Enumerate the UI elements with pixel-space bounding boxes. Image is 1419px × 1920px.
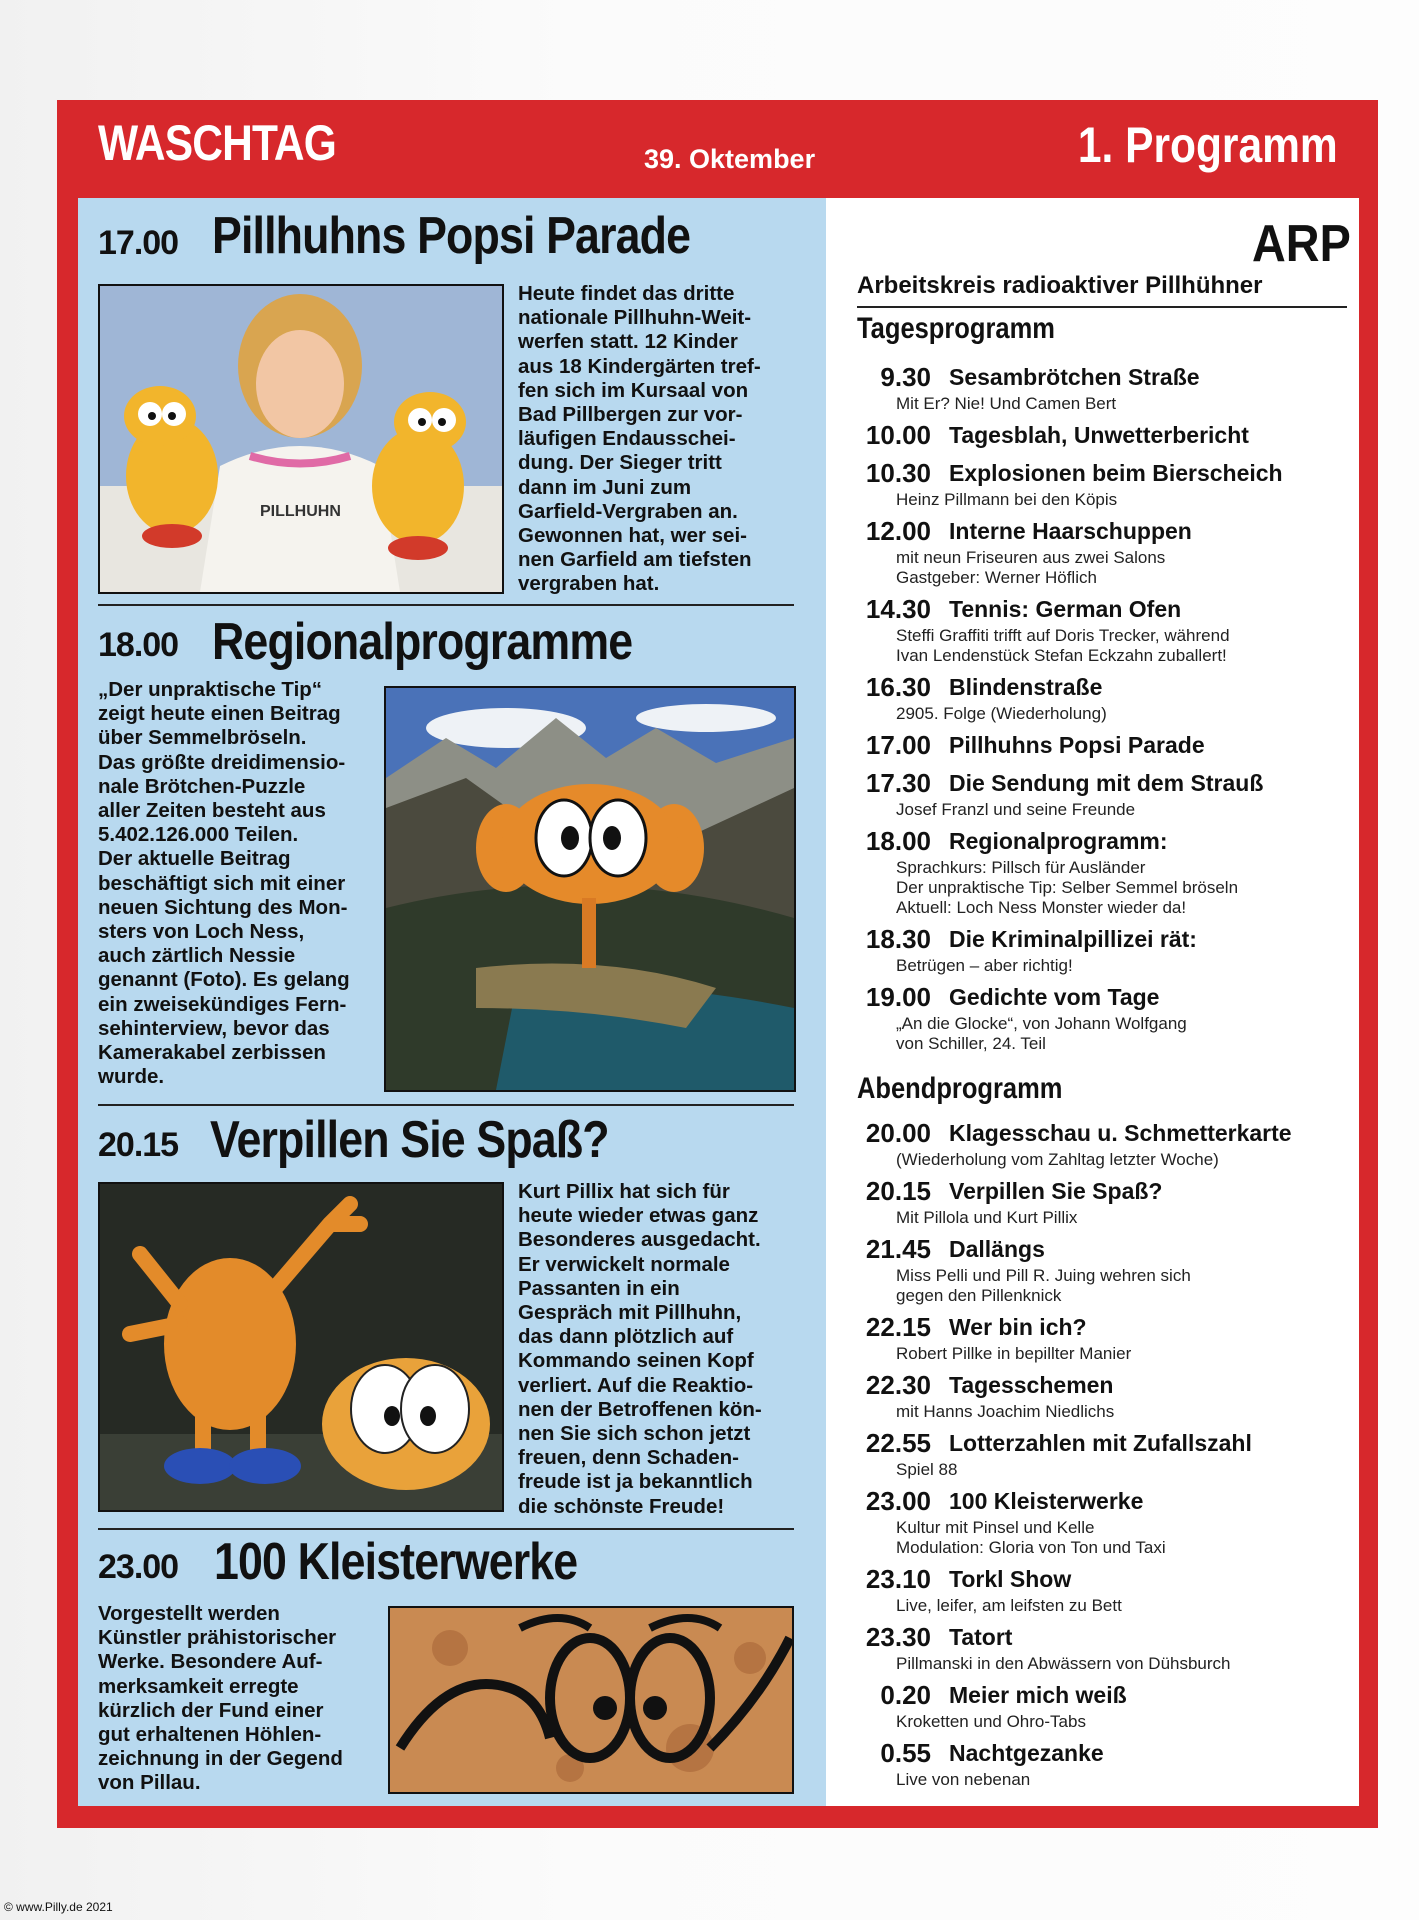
entry-time: 23.30 (865, 1622, 931, 1652)
text-line: freuen, denn Schaden- (518, 1446, 739, 1470)
entry-subtitle: Sprachkurs: Pillsch für Ausländer (896, 858, 1146, 877)
text-line: vergraben hat. (518, 572, 660, 596)
entry-time: 22.30 (865, 1370, 931, 1400)
entry-subtitle: Robert Pillke in bepillter Manier (896, 1344, 1132, 1363)
text-line: sehinterview, bevor das (98, 1016, 330, 1040)
text-line: die schönste Freude! (518, 1494, 725, 1518)
entry-subtitle: „An die Glocke“, von Johann Wolfgang (896, 1014, 1187, 1033)
section-title: Pillhuhns Popsi Parade (212, 207, 691, 265)
text-line: heute wieder etwas ganz (518, 1204, 759, 1228)
text-line: Das größte dreidimensio- (98, 750, 346, 774)
text-line: Gespräch mit Pillhuhn, (518, 1301, 742, 1325)
text-line: wurde. (98, 1065, 165, 1089)
text-line: kürzlich der Fund einer (98, 1698, 324, 1722)
entry-title: Klagesschau u. Schmetterkarte (949, 1120, 1292, 1146)
entry-subtitle: Betrügen – aber richtig! (896, 956, 1073, 975)
entry-title: Verpillen Sie Spaß? (949, 1178, 1163, 1204)
entry-title: Nachtgezanke (949, 1740, 1104, 1766)
entry-subtitle: Der unpraktische Tip: Selber Semmel bröseln (896, 878, 1239, 897)
text-line: fen sich im Kursaal von (518, 378, 749, 402)
entry-subtitle: (Wiederholung vom Zahltag letzter Woche) (896, 1150, 1219, 1169)
entry-subtitle: Aktuell: Loch Ness Monster wieder da! (896, 898, 1187, 917)
entry-subtitle: Kroketten und Ohro-Tabs (896, 1712, 1086, 1731)
entry-time: 17.30 (865, 768, 931, 798)
entry-subtitle: Pillmanski in den Abwässern von Dühsburch (896, 1654, 1231, 1673)
entry-time: 23.10 (865, 1564, 931, 1594)
entry-time: 0.55 (880, 1738, 931, 1768)
section-divider (98, 1104, 794, 1106)
header-left-title: WASCHTAG (98, 115, 336, 171)
text-line: freude ist ja bekanntlich (518, 1470, 753, 1494)
entry-time: 17.00 (865, 730, 931, 760)
entry-time: 9.30 (880, 362, 931, 392)
section-text (518, 282, 761, 597)
section-divider (98, 1528, 794, 1530)
section-time: 20.15 (98, 1126, 179, 1164)
entry-title: Die Kriminalpillizei rät: (949, 926, 1197, 952)
section-divider (98, 604, 794, 606)
header-channel: 1. Programm (1078, 117, 1338, 173)
loch-ness-photo (384, 686, 796, 1092)
entry-time: 12.00 (865, 516, 931, 546)
section-text (98, 678, 350, 1089)
entry-title: Blindenstraße (949, 674, 1103, 700)
entry-time: 22.15 (865, 1312, 931, 1342)
entry-title: Dallängs (949, 1236, 1045, 1262)
entry-subtitle: Kultur mit Pinsel und Kelle (896, 1518, 1095, 1537)
entry-time: 20.00 (865, 1118, 931, 1148)
entry-title: Pillhuhns Popsi Parade (949, 732, 1205, 758)
tagesprogramm-heading: Tagesprogramm (857, 312, 1055, 345)
entry-subtitle: Live, leifer, am leifsten zu Bett (896, 1596, 1122, 1615)
entry-title: Torkl Show (949, 1566, 1072, 1592)
text-line: Bad Pillbergen zur vor- (518, 403, 743, 427)
arp-divider (857, 306, 1347, 308)
copyright-footer: © www.Pilly.de 2021 (4, 1900, 113, 1914)
entry-subtitle: Steffi Graffiti trifft auf Doris Trecker, während (896, 626, 1230, 645)
kids-plush-image (100, 286, 502, 592)
text-line: nen Sie sich schon jetzt (518, 1422, 751, 1446)
text-line: verliert. Auf die Reaktio- (518, 1373, 754, 1397)
text-line: Kommando seinen Kopf (518, 1349, 754, 1373)
text-line: nale Brötchen-Puzzle (98, 774, 306, 798)
entry-subtitle: gegen den Pillenknick (896, 1286, 1062, 1305)
arp-logo: ARP (1252, 215, 1351, 273)
entry-title: Sesambrötchen Straße (949, 364, 1200, 390)
entry-title: Wer bin ich? (949, 1314, 1087, 1340)
section-time: 17.00 (98, 224, 179, 262)
entry-time: 18.00 (865, 826, 931, 856)
entry-title: Tennis: German Ofen (949, 596, 1182, 622)
entry-title: Interne Haarschuppen (949, 518, 1192, 544)
entry-time: 14.30 (865, 594, 931, 624)
section-text (98, 1602, 343, 1796)
text-line: nen der Betroffenen kön- (518, 1397, 762, 1421)
entry-time: 10.30 (865, 458, 931, 488)
arp-subtitle: Arbeitskreis radioaktiver Pillhühner (857, 272, 1263, 299)
entry-title: 100 Kleisterwerke (949, 1488, 1144, 1514)
entry-subtitle: Gastgeber: Werner Höflich (896, 568, 1097, 587)
section-title: 100 Kleisterwerke (214, 1533, 578, 1591)
text-line: läufigen Endausschei- (518, 427, 736, 451)
entry-time: 10.00 (865, 420, 931, 450)
entry-subtitle: Modulation: Gloria von Ton und Taxi (896, 1538, 1166, 1557)
entry-time: 19.00 (865, 982, 931, 1012)
header-date: 39. Oktember (644, 144, 816, 174)
text-line: Besonderes ausgedacht. (518, 1228, 761, 1252)
entry-title: Regionalprogramm: (949, 828, 1168, 854)
section-time: 18.00 (98, 626, 179, 664)
entry-time: 23.00 (865, 1486, 931, 1516)
entry-subtitle: Spiel 88 (896, 1460, 958, 1479)
entry-subtitle: Miss Pelli und Pill R. Juing wehren sich (896, 1266, 1191, 1285)
entry-title: Meier mich weiß (949, 1682, 1127, 1708)
text-line: „Der unpraktische Tip“ (98, 678, 323, 701)
text-line: Garfield-Vergraben an. (518, 499, 738, 523)
entry-title: Explosionen beim Bierscheich (949, 460, 1283, 486)
text-line: Der aktuelle Beitrag (98, 847, 291, 871)
section-title: Verpillen Sie Spaß? (210, 1111, 609, 1169)
text-line: über Semmelbröseln. (98, 726, 307, 750)
entry-title: Tagesblah, Unwetterbericht (949, 422, 1249, 448)
section-text (518, 1180, 762, 1519)
text-line: beschäftigt sich mit einer (98, 871, 346, 895)
text-line: auch zärtlich Nessie (98, 944, 296, 968)
text-line: aller Zeiten besteht aus (98, 799, 326, 823)
text-line: dung. Der Sieger tritt (518, 451, 722, 475)
entry-time: 0.20 (880, 1680, 931, 1710)
entry-time: 22.55 (865, 1428, 931, 1458)
abendprogramm-heading: Abendprogramm (857, 1072, 1063, 1105)
mountain-lake-image (386, 688, 794, 1090)
text-line: neuen Sichtung des Mon- (98, 895, 348, 919)
text-line: Gewonnen hat, wer sei- (518, 524, 747, 548)
shirt-text: PILLHUHN (260, 503, 341, 520)
entry-subtitle: Live von nebenan (896, 1770, 1031, 1789)
text-line: merksamkeit erregte (98, 1674, 299, 1698)
entry-subtitle: 2905. Folge (Wiederholung) (896, 704, 1107, 723)
entry-time: 21.45 (865, 1234, 931, 1264)
text-line: dann im Juni zum (518, 475, 692, 499)
text-line: Künstler prähistorischer (98, 1626, 337, 1650)
entry-subtitle: Josef Franzl und seine Freunde (896, 800, 1136, 819)
entry-title: Die Sendung mit dem Strauß (949, 770, 1264, 796)
entry-subtitle: Heinz Pillmann bei den Köpis (896, 490, 1118, 509)
entry-time: 16.30 (865, 672, 931, 702)
text-line: werfen statt. 12 Kinder (518, 330, 738, 354)
entry-subtitle: von Schiller, 24. Teil (896, 1034, 1046, 1053)
entry-title: Lotterzahlen mit Zufallszahl (949, 1430, 1252, 1456)
section-time: 23.00 (98, 1548, 179, 1586)
text-line: zeigt heute einen Beitrag (98, 702, 341, 726)
text-line: Kurt Pillix hat sich für (518, 1180, 730, 1203)
entry-subtitle: Mit Er? Nie! Und Camen Bert (896, 394, 1117, 413)
text-line: Kamerakabel zerbissen (98, 1041, 326, 1065)
text-line: von Pillau. (98, 1771, 201, 1795)
entry-subtitle: mit neun Friseuren aus zwei Salons (896, 548, 1166, 567)
text-line: genannt (Foto). Es gelang (98, 968, 350, 992)
text-line: aus 18 Kindergärten tref- (518, 354, 761, 378)
pillhuhn-photo (98, 1182, 504, 1512)
entry-title: Tatort (949, 1624, 1013, 1650)
text-line: Heute findet das dritte (518, 282, 735, 305)
entry-subtitle: mit Hanns Joachim Niedlichs (896, 1402, 1115, 1421)
text-line: sters von Loch Ness, (98, 920, 305, 944)
cave-drawing-photo (388, 1606, 794, 1794)
section-title: Regionalprogramme (212, 613, 633, 671)
kids-plush-photo (98, 284, 504, 594)
entry-time: 18.30 (865, 924, 931, 954)
text-line: Werke. Besondere Auf- (98, 1650, 323, 1674)
entry-time: 20.15 (865, 1176, 931, 1206)
entry-subtitle: Ivan Lendenstück Stefan Eckzahn zuballert! (896, 646, 1227, 665)
cave-drawing-image (390, 1608, 792, 1792)
text-line: Passanten in ein (518, 1276, 680, 1300)
text-line: das dann plötzlich auf (518, 1325, 734, 1349)
text-line: Er verwickelt normale (518, 1252, 730, 1276)
entry-subtitle: Mit Pillola und Kurt Pillix (896, 1208, 1078, 1227)
entry-title: Tagesschemen (949, 1372, 1114, 1398)
text-line: nationale Pillhuhn-Weit- (518, 306, 752, 330)
text-line: 5.402.126.000 Teilen. (98, 823, 299, 847)
text-line: ein zweisekündiges Fern- (98, 992, 347, 1016)
text-line: zeichnung in der Gegend (98, 1747, 343, 1771)
entry-title: Gedichte vom Tage (949, 984, 1160, 1010)
text-line: Vorgestellt werden (98, 1602, 280, 1625)
pillhuhn-figure-image (100, 1184, 502, 1510)
text-line: gut erhaltenen Höhlen- (98, 1723, 322, 1747)
text-line: nen Garfield am tiefsten (518, 548, 752, 572)
